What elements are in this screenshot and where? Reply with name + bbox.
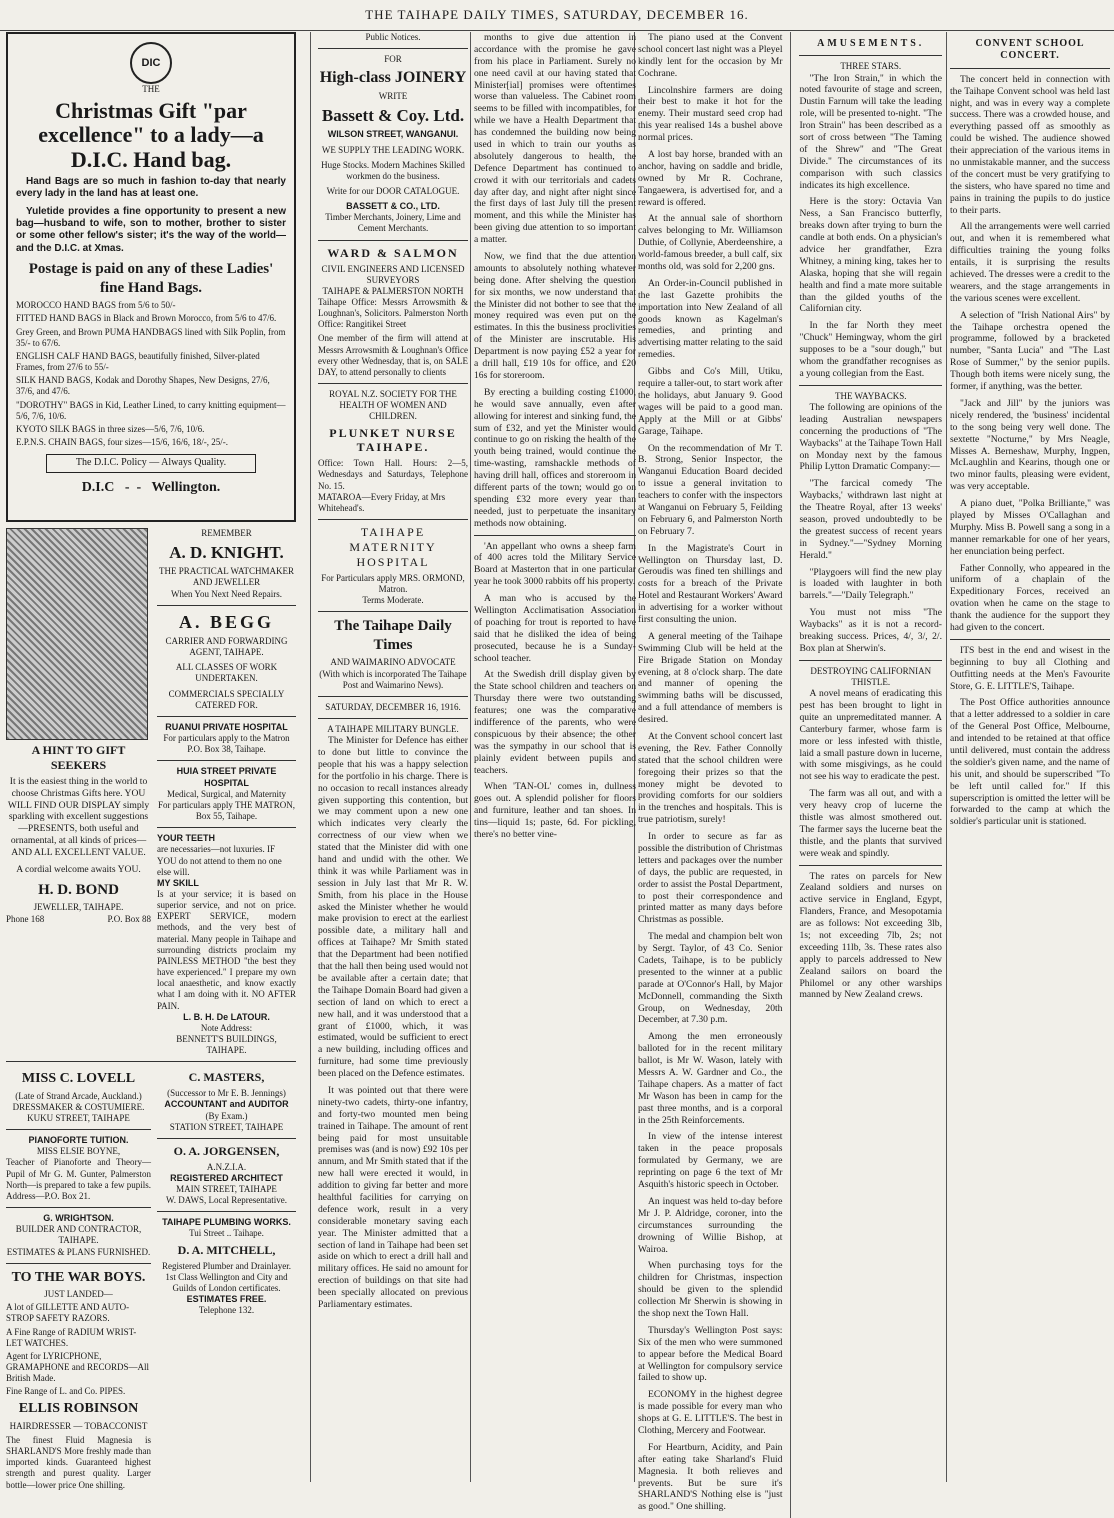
dic-item: E.P.N.S. CHAIN BAGS, four sizes—15/6, 16/6, 18/-, 25/-. — [16, 436, 229, 447]
masters-trade: ACCOUNTANT and AUDITOR — [164, 1099, 289, 1110]
begg-trade: CARRIER AND FORWARDING AGENT, TAIHAPE. — [165, 636, 288, 658]
dic-policy: The D.I.C. Policy — Always Quality. — [46, 454, 256, 472]
convent-paragraph: All the arrangements were well carried out, and when it is remembered what difficulties training the young folks entails, it is surprising the results achieved. The dresses were a credit to the wearers, and the stage arrangements in the various scenes were excellent. — [950, 221, 1110, 304]
bottom-ads-row — [6, 1067, 296, 1490]
plumbing-name: D. A. MITCHELL, — [177, 1242, 276, 1257]
three-stars-paragraph: In the far North they meet "Chuck" Hemingway, whom the girl supposes to be a "sour dough," but whom the grandfather recognises as a young collegian from the East. — [799, 320, 942, 379]
divider — [318, 383, 468, 384]
piano-title: PIANOFORTE TUITION. — [28, 1135, 129, 1146]
local-item: The medal and champion belt won by Sergt. Taylor, of 43 Co. Senior Cadets, Taihape, is to be publicly presented to the winner at a public parade at O'Connor's Hall, by Major McDonnell, commanding the Sixth Group, on Wednesday, 20th December, at 7.30 p.m. — [638, 931, 783, 1026]
local-item: The piano used at the Convent school concert last night was a Pleyel kindly lent for the occasion by Mr Cochrane. — [638, 32, 783, 79]
lovell-street: KUKU STREET, TAIHAPE — [27, 1113, 130, 1123]
dic-logo-icon: DIC — [130, 42, 172, 84]
huia-title: HUIA STREET PRIVATE HOSPITAL — [176, 766, 277, 788]
divider — [799, 55, 942, 56]
bond-name: H. D. BOND — [38, 881, 119, 898]
thistle-paragraph: The farm was all out, and with a very heavy crop of lucerne the thistle was almost smothered out. The farmer says the lucerne beat the thistle, and the plants that survived were weak and spindly. — [799, 788, 942, 859]
knight-name: A. D. KNIGHT. — [169, 543, 284, 563]
piano-name: MISS ELSIE BOYNE, — [36, 1146, 121, 1157]
local-item: A lost bay horse, branded with an anchor, having on saddle and bridle, owned by Mr R. Cochrane, Tangaewera, is advertised for, and a reward is offered. — [638, 149, 783, 208]
little-ad-paragraph: ITS best in the end and wisest in the beginning to buy all Clothing and Outfitting needs at the Men's Favourite Store, G. E. LITTLE'S, Taihape. — [950, 644, 1110, 692]
dic-item: ENGLISH CALF HAND BAGS, beautifully finished, Silver-plated Frames, from 27/6 to 55/- — [16, 350, 260, 373]
bassett-timber: Timber Merchants, Joinery, Lime and Cement Merchants. — [325, 212, 461, 234]
masthead: THE TAIHAPE DAILY TIMES, SATURDAY, DECEMBER 16. — [0, 0, 1114, 31]
paper-incorporated: (With which is incorporated The Taihape Post and Waimarino News). — [319, 668, 467, 690]
jorgensen-name: O. A. JORGENSEN, — [173, 1143, 280, 1158]
local-item: A general meeting of the Taihape Swimming Club will be held at the Fire Brigade Station on Monday evening, at 8 o'clock sharp. The date and manner of opening the swimming baths will be discussed, and a full attendance of members is desired. — [638, 630, 783, 726]
local-item: Gibbs and Co's Mill, Utiku, require a taller-out, to start work after the holidays, abut January 9. Good wages will be paid to a good man. Apply at the Mill or at Gibbs' Garage, Taihape. — [638, 366, 783, 437]
plumbing-title: TAIHAPE PLUMBING WORKS. — [162, 1217, 291, 1228]
santa-chimney-illustration — [6, 528, 148, 740]
war-boys-item: A lot of GILLETTE AND AUTO-STROP SAFETY RAZORS. — [6, 1302, 130, 1324]
dic-footer-right: Wellington. — [151, 479, 221, 495]
skill-head-2: MY SKILL — [157, 877, 199, 888]
local-item: In order to secure as far as possible the distribution of Christmas letters and packages over the number of days, the public are requested, in order to assist the Postal Department, to post their correspondence and printed matter as many days before Christmas as possible. — [638, 831, 783, 926]
plumbing-guild: 1st Class Wellington and City and Guilds of London certificates. — [165, 1271, 288, 1293]
dic-headline: Christmas Gift "par excellence" to a lady—a D.I.C. Hand bag. — [38, 98, 264, 172]
bond-welcome: A cordial welcome awaits YOU. — [16, 863, 141, 875]
ward-sub: CIVIL ENGINEERS AND LICENSED SURVEYORS — [321, 263, 465, 285]
paper-date: SATURDAY, DECEMBER 16, 1916. — [325, 701, 461, 712]
post-office-paragraph: The Post Office authorities announce that a letter addressed to a soldier in care of the General Post Office, Melbourne, and intended to be retained at that office until delivered, must contain the address the soldier's given name, and the name of his unit, and should be superscribed "To be left until called for." If this superscription is omitted the letter will be forwarded to the camp at which the soldier's particular unit is stationed. — [950, 697, 1110, 828]
divider — [799, 385, 942, 386]
news-paragraph: 'An appellant who owns a sheep farm of 400 acres told the Military Service Board at Masterton that in one particular year he took 3000 rabbits off his property. — [474, 540, 636, 588]
knight-trade: THE PRACTICAL WATCHMAKER AND JEWELLER — [158, 566, 294, 588]
divider — [950, 68, 1110, 69]
skill-head-1: YOUR TEETH — [157, 833, 216, 844]
begg-name: A. BEGG — [178, 611, 274, 632]
bottom-left-stack — [6, 1067, 151, 1490]
editorial-paragraph: Now, we find that the due attention amounts to absolutely nothing whatever being done. After shelving the question for six months, we now understand that the Minister did not bother to see that the money required was even put on the estimates. In this the business proclivities of the Minister are inscrutable. His Department is now paying £52 a year for a drill hall, £19 10s for office, and £20 16s for storeroom. — [474, 251, 636, 381]
local-item: ECONOMY in the highest degree is made possible for every man who shops at G. E. LITTLE'S. The best in Clothing, Mercery and Footwear. — [638, 1389, 783, 1436]
bungle-title: A TAIHAPE MILITARY BUNGLE. — [327, 723, 459, 734]
column-2-notices — [318, 32, 468, 1482]
local-item: On the recommendation of Mr T. B. Strong, Senior Inspector, the Wanganui Education Board decided to issue a general invitation to teachers to confer with the inspectors at Wanganui on February 5, Feilding on February 6, and Palmerston North on February 7. — [638, 442, 783, 537]
notices-header: Public Notices. — [365, 32, 421, 42]
local-item: When purchasing toys for the children for Christmas, inspection should be given to the splendid collection Mr Sherwin is showing in the shop next the Town Hall. — [638, 1260, 783, 1319]
bond-contact — [6, 914, 151, 925]
knight-tag: When You Next Need Repairs. — [171, 588, 282, 599]
lovell-name: MISS C. LOVELL — [21, 1071, 136, 1087]
news-paragraph: When 'TAN-OL' comes in, dullness goes out. A splendid polisher for floors and furniture, leather and tan shoes. In tins—liquid 1s; paste, 6d. For pickling, there's no better vine- — [474, 781, 636, 840]
column-4 — [950, 32, 1110, 1482]
dic-item: SILK HAND BAGS, Kodak and Dorothy Shapes, New Designs, 27/6, 37/6, and 47/6. — [16, 375, 270, 397]
maternity-body: For Particulars apply MRS. ORMOND, Matron. — [321, 572, 465, 594]
wrightson-name: G. WRIGHTSON. — [43, 1213, 114, 1224]
piano-body: Teacher of Pianoforte and Theory—Pupil of Mr G. M. Gunter, Palmerston North—is prepared to take a few pupils. Address—P.O. Box 21. — [6, 1157, 151, 1201]
dic-yuletide: Yuletide provides a fine opportunity to present a new bag—husband to wife, son to mother, brother to sister or some other fellow's sister; it's the way of the world—and the D.I.C. at Xmas. — [16, 205, 286, 254]
divider — [157, 605, 296, 606]
divider — [318, 696, 468, 697]
plumbing-phone: Telephone 132. — [198, 1305, 255, 1316]
wrightson-trade: BUILDER AND CONTRACTOR, TAIHAPE. — [15, 1224, 142, 1246]
plunket-nurse: PLUNKET NURSE TAIHAPE. — [329, 425, 457, 455]
divider — [950, 639, 1110, 640]
convent-paragraph: Father Connolly, who appeared in the uniform of a chaplain of the Expeditionary Forces, received an ovation when he came on the stage to thank the audience for the support they had given to the concert. — [950, 562, 1110, 633]
plunket-body: Office: Town Hall. Hours: 2—5, Wednesdays and Saturdays, Telephone No. 15. — [318, 458, 468, 491]
column-rule — [470, 32, 471, 1482]
bassett-name: Bassett & Coy. Ltd. — [321, 106, 465, 126]
convent-paragraph: The concert held in connection with the Taihape Convent school was held last night, and was in every way a complete success. There was a crowded house, and everything passed off as smoothly as could be wished. The audience showed their appreciation of the various items in no unmistakable manner, and the success of the concert must be very gratifying to the sisters, who have spared no time and pains in training the pupils to do justice to their parts. — [950, 73, 1110, 216]
news-paragraph: At the Swedish drill display given by the State school children and teachers on Thursday there were two outstanding features; one was the comparative indifference of the parents, who were conspicuous by their absence; the other was the sympathy in our school that is plainly evident between pupils and teachers. — [474, 669, 636, 776]
divider — [318, 48, 468, 49]
ruanui-body: For particulars apply to the Matron P.O. Box 38, Taihape. — [163, 733, 290, 755]
divider — [318, 718, 468, 719]
bond-phone: Phone 168 — [6, 913, 45, 924]
divider — [318, 240, 468, 241]
dic-intro: Hand Bags are so much in fashion to-day that nearly every lady in the land has at least one. — [16, 175, 286, 200]
bond-trade: JEWELLER, TAIHAPE. — [33, 902, 124, 913]
dic-item: Grey Green, and Brown PUMA HANDBAGS lined with Silk Poplin, from 35/- to 67/6. — [16, 326, 286, 348]
bond-ad — [6, 528, 151, 1056]
divider — [474, 535, 636, 536]
huia-apply: For particulars apply THE MATRON, Box 55, Taihape. — [157, 799, 296, 822]
war-boys-title: TO THE WAR BOYS. — [11, 1269, 146, 1285]
skill-address: BENNETT'S BUILDINGS, TAIHAPE. — [176, 1034, 277, 1056]
column-2-editorial — [474, 32, 636, 1482]
skill-text-1: are necessaries—not luxuries. IF YOU do not attend to them no one else will. — [157, 844, 282, 877]
divider — [799, 660, 942, 661]
convent-paragraph: A piano duet, "Polka Brilliante," was played by Misses O'Callaghan and Murphy. Miss B. Powell sang a song in a manner remarkable for one of her years, her enunciation being perfect. — [950, 498, 1110, 557]
war-boys-item: Fine Range of L. and Co. PIPES. — [6, 1386, 126, 1397]
dic-item: KYOTO SILK BAGS in three sizes—5/6, 7/6, 10/6. — [16, 423, 205, 434]
divider — [6, 1061, 296, 1062]
three-stars-title: THREE STARS. — [840, 61, 902, 72]
notices-for: FOR — [384, 54, 402, 65]
local-item: At the Convent school concert last evening, the Rev. Father Connolly stated that the school children were foregoing their prizes so that the money might be devoted to providing comforts for our soldiers in the trenches and hospitals. This is true patriotism, surely! — [638, 730, 783, 826]
thistle-paragraph: A novel means of eradicating this pest has been brought to light in quite an unpremeditated manner. A Canterbury farmer, whose farm is more or less infested with thistle, laid a small pasture down in lucerne, with some misgivings, as he could not see his way to eradicate the pest. — [799, 688, 942, 783]
bassett-catalogue: Write for our DOOR CATALOGUE. — [326, 186, 460, 196]
bassett-wilson: WILSON STREET, WANGANUI. — [327, 129, 459, 140]
column-3-split — [638, 32, 942, 1518]
skill-note: Note Address: — [200, 1022, 253, 1033]
robinson-trade: HAIRDRESSER — TOBACCONIST — [9, 1420, 148, 1431]
right-ad-stack — [157, 528, 296, 1056]
skill-text-2: Is at your service; it is based on superior service, and not on price. EXPERT SERVICE, modern methods, and the very best of material. Many people in Taihape and surrounding districts proclaim my PAINLESS METHOD "the best they have experienced." I prepare my own local anaesthetic, and know exactly what I am doing with it. NO AFTER PAIN. — [157, 888, 296, 1011]
column-rule — [946, 32, 947, 1482]
local-news — [638, 32, 782, 1518]
begg-commercials: COMMERCIALS SPECIALLY CATERED FOR. — [168, 688, 285, 710]
dic-footer: D.I.C - - Wellington. — [81, 479, 221, 495]
bungle-paragraph: It was pointed out that there were ninety-two cadets, thirty-one infantry, and forty-two mounted men being trained in Taihape. The amount of rent being paid for most unsuitable premises was (and is now) £92 10s per annum, and Mr Smith stated that if the new hall were erected it would, in addition to giving far better and more healthful facilities for carrying on defence work, result in a very considerable monetary saving each year. The Minister admitted that a section of land in Taihape had been set aside on which to erect a drill hall and military offices. He said no amount for erection of buildings on that site had been specially allocated on previous Parliamentary estimates. — [318, 1084, 468, 1310]
local-item: In the Magistrate's Court in Wellington on Thursday last, D. Geroudis was fined ten shillings and costs for a breach of the Private Hotel and Restaurant Workers' Award in advertising for a worker without first consulting the union. — [638, 542, 783, 625]
jorgensen-street: MAIN STREET, TAIHAPE — [176, 1184, 277, 1195]
robinson-name: ELLIS ROBINSON — [18, 1401, 139, 1417]
bond-body: It is the easiest thing in the world to choose Christmas Gifts here. YOU WILL FIND OUR DISPLAY simply sparkling with excellent suggestions—PRESENTS, both useful and ornamental, at all kinds of prices—AND ALL EXCELLENT VALUE. — [7, 775, 150, 859]
paper-title: The Taihape Daily Times — [334, 618, 452, 653]
amusements-title: AMUSEMENTS. — [817, 38, 925, 49]
sharland-ad: The finest Fluid Magnesia is SHARLAND'S More freshly made than imported kinds. Guaranteed highest strength and purest quality. Larger bottle—lower price One shilling. — [6, 1435, 151, 1490]
amusements — [799, 32, 942, 1518]
divider — [318, 611, 468, 612]
skill-name: L. B. H. De LATOUR. — [183, 1011, 270, 1022]
waybacks-title: THE WAYBACKS. — [834, 390, 907, 401]
local-item: An inquest was held to-day before Mr J. P. Aldridge, coroner, into the circumstances surrounding the drowning of Willie Bishop, at Wairoa. — [638, 1195, 783, 1255]
masters-succ: (Successor to Mr E. B. Jennings) — [167, 1088, 286, 1099]
ward-places: TAIHAPE & PALMERSTON NORTH — [322, 285, 464, 296]
ward-name: WARD & SALMON — [327, 245, 459, 260]
mataroa: MATAROA—Every Friday, at Mrs Whitehead's. — [318, 491, 446, 513]
plumbing-street: Tui Street .. Taihape. — [189, 1228, 264, 1239]
bassett-stocks: Huge Stocks. Modern Machines Skilled workmen do the business. — [321, 159, 465, 181]
notices-write: WRITE — [378, 91, 408, 102]
divider — [157, 760, 296, 761]
war-boys-landed: JUST LANDED— — [44, 1289, 113, 1300]
bond-box: P.O. Box 88 — [107, 913, 151, 924]
editorial-paragraph: months to give due attention in accordance with the promise he gave from his place in Parliament. Surely no one need cavil at our having stated that Minister[ial] promises were oftentimes worse than valueless. The Cabinet room seems to be filled with incompatibles, for while we have a Health Department that has condemned the building now being used in which to train our youths as absolutely dangerous to health, the Defence Department has continued to crowd it with our territorials and cadets day after day, and night after night since the first days of last July till the present moment, and this while the Minister has been giving due attention to so important a matter. — [474, 32, 636, 246]
divider — [6, 1263, 151, 1264]
parcels-paragraph: The rates on parcels for New Zealand soldiers and nurses on active service in England, Egypt, Flanders, France, and Mesopotamia are as follows: Not exceeding 3lb, 1s; not exceeding 7lb, 2s; not exceeding 11lb, 3s. These rates also apply to parcels addressed to New Zealand sailors on board the Philomel or any other warships manned by New Zealand crews. — [799, 870, 942, 1001]
ruanui-title: RUANUI PRIVATE HOSPITAL — [165, 721, 288, 732]
begg-classes: ALL CLASSES OF WORK UNDERTAKEN. — [175, 662, 278, 684]
three-stars-paragraph: "The Iron Strain," in which the noted favourite of stage and screen, Dustin Farnum will take the leading role, will be presented to-night. "The Iron Strain" has been described as a sort of cross between "The Taming of the Shrew" and "The Great Divide." The circumstances of its comparison with such classics indicates its high excellence. — [799, 72, 942, 191]
ward-body: One member of the firm will attend at Messrs Arrowsmith & Loughnan's Office every other Wednesday, that is, on SALE DAY, to attend personally to clients — [318, 333, 468, 377]
bungle-paragraph: The Minister for Defence has either to done but little to convince the people that his was a happy selection for the portfolio in his charge. There is no occasion to recall instances already given supporting this contention, but we may comment upon a new one which indicates very clearly the correctness of our view when we stated that the Minister did with one hand and undid with the other. We think it was while Parliament was in session in July last that Mr R. W. Smith, from his place in the House asked the Minister whether he would make provision to erect at the earliest possible date, a military hall and offices at Taihape? Mr Smith stated that the Department had been notified that the hall then being used would not be available after a certain date; that the Taihape Domain Board had given a section of land on which to erect a new hall, and it was understood that a grant of £1000, which, it was estimated, would be sufficient to erect a new building, including offices and furniture, had some time previously been placed on the Defence estimates. — [318, 735, 468, 1080]
news-paragraph: A man who is accused by the Wellington Acclimatisation Association of poaching for trout is reported to have said that he disliked the idea of being prosecuted, because he is a Sunday-school teacher. — [474, 593, 636, 664]
war-boys-item: Agent for LYRICPHONE, GRAMAPHONE and RECORDS—All British Made. — [6, 1350, 150, 1384]
dic-postage: Postage is paid on any of these Ladies' fine Hand Bags. — [28, 261, 274, 296]
local-item: Thursday's Wellington Post says: Six of the men who were summoned to appear before the Medical Board at Wellington for compulsory service failed to show up. — [638, 1324, 783, 1384]
dic-item: MOROCCO HAND BAGS from 5/6 to 50/- — [16, 300, 176, 311]
plumbing-est: ESTIMATES FREE. — [186, 1293, 267, 1304]
dic-footer-left: D.I.C — [81, 479, 115, 495]
maternity-terms: Terms Moderate. — [362, 595, 424, 605]
divider — [157, 716, 296, 717]
convent-paragraph: A selection of "Irish National Airs" by the Taihape orchestra opened the programme, followed by a bracketed number, "Santa Lucia" and "The Last Rose of Summer," by the senior pupils. Though both items were nicely sung, the former, if anything, was the better. — [950, 309, 1110, 393]
paper-sub: AND WAIMARINO ADVOCATE — [330, 657, 456, 668]
local-item: For Heartburn, Acidity, and Pain after eating take Sharland's Fluid Magnesia. It both relieves and prevents. But be sure it's SHARLAND'S Nothing else is "just as good." One shilling. — [638, 1441, 783, 1513]
plumbing-reg: Registered Plumber and Drainlayer. — [162, 1260, 291, 1271]
jorgensen-trade: REGISTERED ARCHITECT — [170, 1172, 283, 1183]
three-stars-paragraph: Here is the story: Octavia Van Ness, a San Francisco butterfly, breaks down after trying to burn the candle at both ends. On a physician's advice her grandfather, Ezra Whitney, a mining king, takes her to Alaska, hoping that she will regain health and find a mate more suitable than the gilded youths of the Californian city. — [799, 196, 942, 315]
masters-exam: (By Exam.) — [205, 1110, 248, 1121]
thistle-title: DESTROYING CALIFORNIAN THISTLE. — [810, 665, 932, 687]
divider — [157, 827, 296, 828]
huia-sub: Medical, Surgical, and Maternity — [166, 788, 287, 799]
lower-ads-row — [6, 528, 296, 1056]
local-item: In view of the intense interest taken in the peace proposals formulated by Germany, we are reprinting on page 6 the text of Mr Asquith's historic speech in October. — [638, 1131, 783, 1191]
lovell-trade: DRESSMAKER & COSTUMIERE. — [12, 1101, 145, 1112]
divider — [6, 1207, 151, 1208]
column-1 — [6, 32, 296, 1490]
local-item: At the annual sale of shorthorn calves belonging to Mr. Williamson Duthie, of Collynie, Aberdeenshire, a world-famous breeder, a bull calf, six months old, was sold for 2,200 gns. — [638, 213, 783, 273]
divider — [799, 865, 942, 866]
knight-remember: REMEMBER — [201, 528, 252, 538]
divider — [6, 1129, 151, 1130]
lovell-late: (Late of Strand Arcade, Auckland.) — [15, 1090, 142, 1101]
jorgensen-quals: A.N.Z.I.A. — [206, 1161, 247, 1172]
jorgensen-rep: W. DAWS, Local Representative. — [166, 1195, 287, 1206]
editorial-paragraph: By erecting a building costing £1000, he would save annually, even after allowing for interest and sinking fund, the sum of £32, and yet the Minister would continue to go on risking the health of the youth being trained, would continue the time-wasting, ramshackle methods of having drill hall, offices and storeroom in different parts of the town; would go on spending £32 more every year than needed, just to perpetuate the insanitary methods now obtaining. — [474, 386, 636, 529]
column-rule — [310, 32, 311, 1482]
local-item: Lincolnshire farmers are doing their best to make it hot for the enemy. Their mustard seed crop had this year realised 14s a bushel above normal prices. — [638, 84, 783, 144]
convent-paragraph: "Jack and Jill" by the juniors was nicely rendered, the 'business' incidental to the song being very well done. The sextette "Nocturne," by Mrs Neagle, Misses A. Berneshaw, Murphy, Ingpen, McLaughlin and Kearins, though one or two minor faults, pleasing were evident, was very acceptable. — [950, 397, 1110, 493]
joinery-heading: High-class JOINERY — [319, 69, 467, 87]
dic-item-list — [16, 300, 286, 448]
column-rule — [790, 32, 791, 1518]
convent-title: CONVENT SCHOOL CONCERT. — [975, 38, 1085, 62]
divider — [157, 1211, 296, 1212]
wrightson-est: ESTIMATES & PLANS FURNISHED. — [6, 1246, 151, 1257]
dic-handbag-ad — [6, 32, 296, 522]
dic-item: "DOROTHY" BAGS in Kid, Leather Lined, to carry knitting equipment—5/6, 7/6, 10/6. — [16, 399, 286, 421]
local-item: Among the men erroneously balloted for in the recent military ballot, is Mr W. Wason, lately with Messrs A. W. Gardner and Co., the Taihape chapers. As a matter of fact Mr Wason has been in camp for the past three months, and is a corporal in the 25th Reinforcements. — [638, 1031, 783, 1126]
waybacks-paragraph: "Playgoers will find the new play is loaded with laughter in both barrels."—"Daily Telegraph." — [799, 566, 942, 602]
ward-offices: Taihape Office: Messrs Arrowsmith & Loughnan's, Solicitors. Palmerston North Office: Rangitikei Street — [318, 296, 468, 330]
bottom-right-stack — [157, 1067, 296, 1490]
waybacks-paragraph: The following are opinions of the leading Australian newspapers concerning the productions of "The Waybacks" at the Taihape Town Hall on Monday next by the famous Philip Lytton Dramatic Company:— — [799, 401, 942, 473]
maternity-title: TAIHAPE MATERNITY HOSPITAL — [349, 525, 437, 569]
divider — [318, 519, 468, 520]
column-3 — [638, 32, 942, 1513]
war-boys-item: A Fine Range of RADIUM WRIST-LET WATCHES. — [6, 1326, 137, 1348]
local-item: An Order-in-Council published in the last Gazette prohibits the importation into New Zealand of all goods known as Kagelman's remedies, and printing and advertising matter relating to the said remedies. — [638, 277, 783, 361]
divider — [157, 1138, 296, 1139]
bassett-supply: WE SUPPLY THE LEADING WORK. — [321, 144, 465, 155]
waybacks-paragraph: "The farcical comedy 'The Waybacks,' withdrawn last night at the Theatre Royal, after 13 weeks' season, proved undoubtedly to be the greatest success of recent years in Sydney."—"Sydney Morning Herald." — [799, 478, 942, 561]
bond-title: A HINT TO GIFT SEEKERS — [31, 743, 126, 772]
masters-name: C. MASTERS, — [188, 1070, 265, 1085]
bassett-co: BASSETT & CO., LTD. — [346, 201, 440, 212]
waybacks-paragraph: You must not miss "The Waybacks" as it is not a record-breaking success. Prices, 4/, 3/, 2/. Box plan at Sherwin's. — [799, 607, 942, 654]
dic-the: THE — [142, 84, 160, 94]
royal-society: ROYAL N.Z. SOCIETY FOR THE HEALTH OF WOMEN AND CHILDREN. — [329, 389, 457, 422]
masters-station: STATION STREET, TAIHAPE — [169, 1121, 284, 1132]
dic-item: FITTED HAND BAGS in Black and Brown Morocco, from 5/6 to 47/6. — [16, 313, 277, 324]
